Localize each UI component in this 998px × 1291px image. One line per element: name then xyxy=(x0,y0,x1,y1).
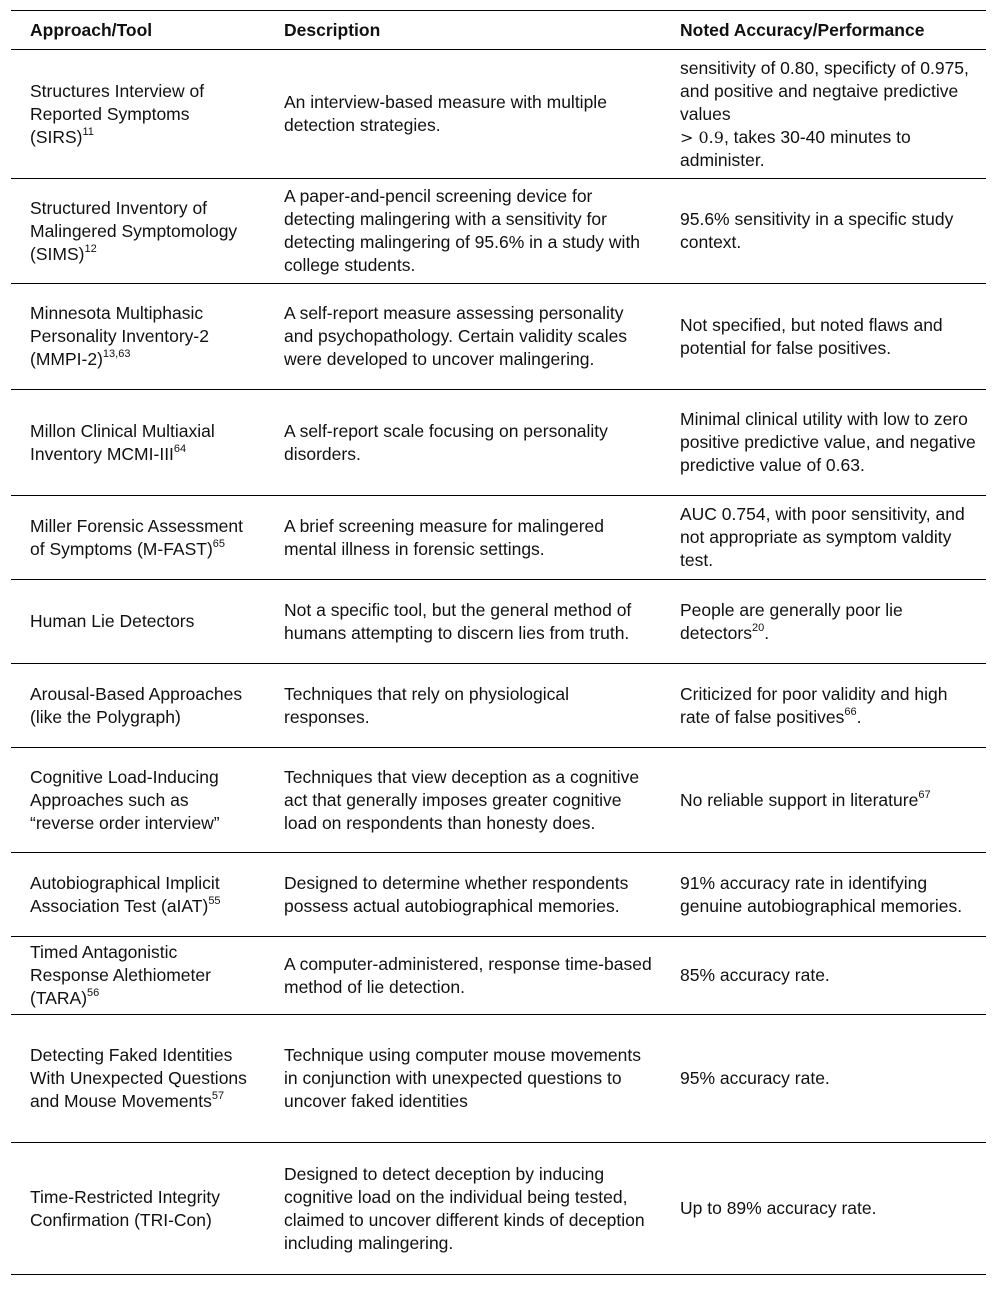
citation: 67 xyxy=(918,788,931,801)
header-accuracy: Noted Accuracy/Performance xyxy=(680,20,925,40)
tool-name: Millon Clinical Multiaxial Inventory MCMI-III$^{64}$ xyxy=(30,420,215,464)
tool-description: A self-report measure assessing personality and psychopathology. Certain validity scales were developed to uncover malingering. xyxy=(284,303,628,369)
tool-description: Techniques that rely on physiological responses. xyxy=(284,683,570,727)
tool-description: An interview-based measure with multiple detection strategies. xyxy=(284,92,607,135)
table-row xyxy=(11,937,986,1015)
tool-description: Designed to determine whether respondents possess actual autobiographical memories. xyxy=(284,872,629,916)
table-row xyxy=(11,748,986,853)
citation: 13,63 xyxy=(102,348,131,361)
tool-description: A brief screening measure for malingered mental illness in forensic settings. xyxy=(284,515,605,559)
tool-accuracy: 95.6% sensitivity in a specific study context. xyxy=(680,209,954,252)
comparison-table xyxy=(11,10,986,1275)
tool-accuracy: Not specified, but noted flaws and potential for false positives. xyxy=(680,314,943,358)
tool-name: Timed Antagonistic Response Alethiometer (TARA)$^{56}$ xyxy=(30,942,211,1008)
table-row xyxy=(11,284,986,390)
table-row xyxy=(11,179,986,284)
tool-description: Techniques that view deception as a cognitive act that generally imposes greater cognitive load on respondents than honesty does. xyxy=(284,766,640,833)
citation: 12 xyxy=(84,242,97,255)
accuracy-math: > 0.9 xyxy=(680,127,724,147)
tool-description: A computer-administered, response time-based method of lie detection. xyxy=(284,953,652,997)
tool-accuracy: 95% accuracy rate. xyxy=(680,1068,830,1088)
tool-accuracy: Criticized for poor validity and high rate of false positives$^{66}$. xyxy=(680,683,948,727)
citation: 55 xyxy=(208,894,221,907)
table-row xyxy=(11,390,986,496)
tool-name: Autobiographical Implicit Association Test (aIAT)$^{55}$ xyxy=(30,872,221,916)
tool-description: Not a specific tool, but the general method of humans attempting to discern lies from truth. xyxy=(284,599,632,643)
citation: 65 xyxy=(212,537,226,550)
tool-description: Technique using computer mouse movements in conjunction with unexpected questions to uncover faked identities xyxy=(284,1045,641,1111)
citation: 56 xyxy=(87,987,100,1000)
citation: 64 xyxy=(173,442,187,455)
tool-name: Cognitive Load-Inducing Approaches such as “reverse order interview” xyxy=(30,766,220,833)
tool-name: Human Lie Detectors xyxy=(30,611,195,631)
tool-name: Structured Inventory of Malingered Symptomology (SIMS)$^{12}$ xyxy=(30,197,238,264)
tool-accuracy: Minimal clinical utility with low to zero positive predictive value, and negative predictive value of 0.63. xyxy=(680,409,976,475)
tool-name: Miller Forensic Assessment of Symptoms (M-FAST)$^{65}$ xyxy=(30,515,243,559)
tool-name: Time-Restricted Integrity Confirmation (TRI-Con) xyxy=(30,1186,220,1230)
header-description: Description xyxy=(284,20,381,40)
tool-accuracy: 91% accuracy rate in identifying genuine autobiographical memories. xyxy=(680,872,963,916)
tool-name: Arousal-Based Approaches (like the Polygraph) xyxy=(30,683,243,727)
tool-description: A paper-and-pencil screening device for detecting malingering with a sensitivity for detecting malingering of 95.6% in a study with college students. xyxy=(284,186,641,275)
citation: 20 xyxy=(751,621,765,634)
tool-name: Minnesota Multiphasic Personality Inventory-2 (MMPI-2)$^{13,63}$ xyxy=(30,303,209,369)
citation: 57 xyxy=(211,1090,225,1103)
header-approach-tool: Approach/Tool xyxy=(30,20,153,40)
table-row xyxy=(11,853,986,937)
tool-name: Detecting Faked Identities With Unexpected Questions and Mouse Movements$^{57}$ xyxy=(30,1045,247,1111)
tool-accuracy: 85% accuracy rate. xyxy=(680,965,830,985)
table-row xyxy=(11,1143,986,1275)
citation: 66 xyxy=(844,705,857,718)
tool-accuracy: Up to 89% accuracy rate. xyxy=(680,1198,877,1218)
tool-name: Structures Interview of Reported Symptoms (SIRS)$^{11}$ xyxy=(30,80,205,147)
tool-accuracy: People are generally poor lie detectors$^{20}$. xyxy=(680,599,903,643)
table-row xyxy=(11,1015,986,1143)
table-row xyxy=(11,496,986,580)
tool-accuracy: AUC 0.754, with poor sensitivity, and not appropriate as symptom valdity test. xyxy=(680,504,965,570)
tool-description: Designed to detect deception by inducing cognitive load on the individual being tested, claimed to uncover different kinds of deception including malingering. xyxy=(284,1163,645,1253)
tool-accuracy: sensitivity of 0.80, specificty of 0.975, and positive and negtaive predictive values > 0.9, takes 30-40 minutes to administer. xyxy=(680,57,969,170)
table-row xyxy=(11,664,986,748)
tool-accuracy: No reliable support in literature$^{67}$ xyxy=(680,788,931,810)
citation: 11 xyxy=(82,125,94,138)
table-header-row xyxy=(11,11,986,50)
table-row xyxy=(11,50,986,179)
tool-description: A self-report scale focusing on personality disorders. xyxy=(284,420,608,464)
table-row xyxy=(11,580,986,664)
